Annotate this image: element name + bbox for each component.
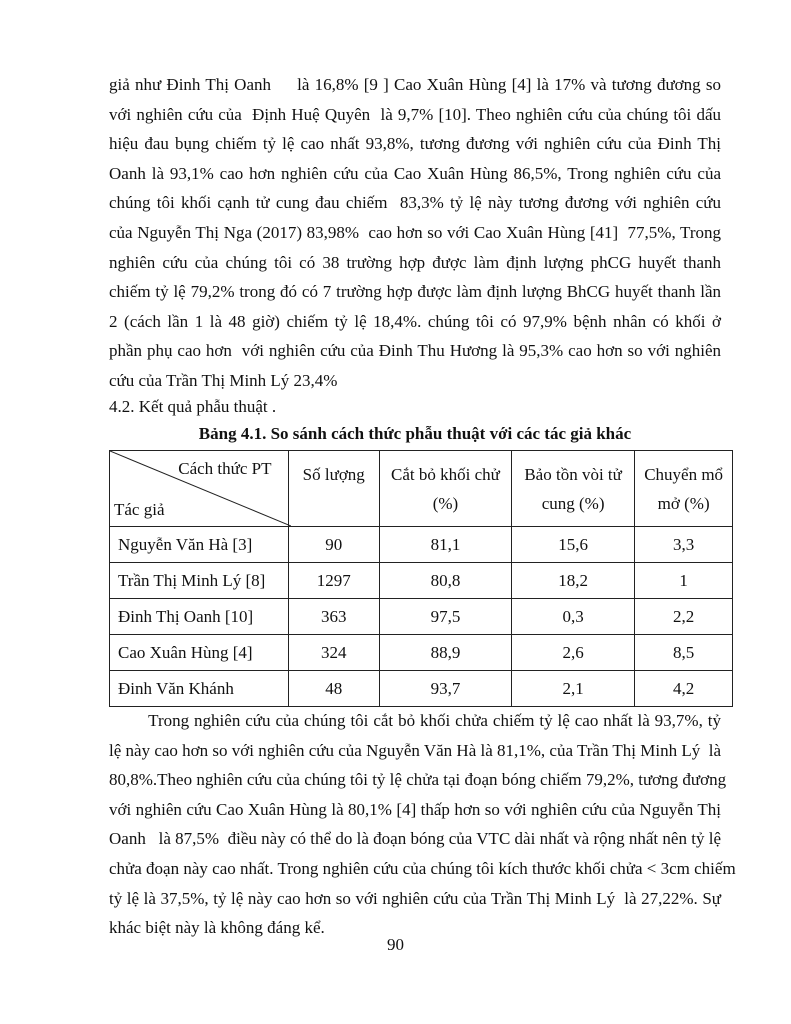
text-line: Oanh là 87,5% điều này có thể do là đoạn bóng của VTC dài nhất và rộng nhất nên tỷ lệ xyxy=(109,829,721,849)
text-line: khác biệt này là không đáng kể. xyxy=(109,918,325,938)
text-line: với nghiên cứu Cao Xuân Hùng là 80,1% [4] thấp hơn so với nghiên cứu của Nguyễn Thị xyxy=(109,799,721,819)
section-heading: 4.2. Kết quả phẫu thuật . xyxy=(109,397,277,416)
preservation-cell: 2,6 xyxy=(511,635,634,671)
paragraph-discussion-surgery xyxy=(109,706,736,943)
header-so-luong xyxy=(288,451,379,527)
header-bao-ton xyxy=(511,451,634,527)
comparison-table xyxy=(109,450,733,707)
table-header-row xyxy=(110,451,733,527)
paragraph-discussion-symptoms xyxy=(109,70,721,396)
text-line: hiệu đau bụng chiếm tỷ lệ cao nhất 93,8%, tương đương với nghiên cứu của Đinh Thị xyxy=(109,134,721,154)
header-line: cung (%) xyxy=(541,493,605,513)
text-line: chiếm tỷ lệ 79,2% trong đó có 7 trường hợp được làm định lượng BhCG huyết thanh lần xyxy=(109,282,721,302)
preservation-cell: 18,2 xyxy=(511,563,634,599)
table-row xyxy=(110,599,733,635)
author-cell: Đinh Văn Khánh xyxy=(110,671,289,707)
header-chuyen-mo xyxy=(635,451,733,527)
count-cell: 90 xyxy=(288,527,379,563)
conversion-cell: 4,2 xyxy=(635,671,733,707)
count-cell: 324 xyxy=(288,635,379,671)
text-line: nghiên cứu của chúng tôi có 38 trường hợp được làm định lượng phCG huyết thanh xyxy=(109,252,721,272)
page-number: 90 xyxy=(387,935,404,954)
table-row xyxy=(110,563,733,599)
removal-cell: 88,9 xyxy=(379,635,511,671)
text-line: với nghiên cứu của Định Huệ Quyên là 9,7% [10]. Theo nghiên cứu của chúng tôi dấu xyxy=(109,104,721,124)
header-line: mở (%) xyxy=(657,493,710,513)
text-line: chửa đoạn này cao nhất. Trong nghiên cứu của chúng tôi kích thước khối chửa < 3cm chiếm xyxy=(109,858,736,878)
header-cat-bo xyxy=(379,451,511,527)
corner-label-method: Cách thức PT xyxy=(178,459,272,478)
text-line: Trong nghiên cứu của chúng tôi cắt bỏ khối chửa chiếm tỷ lệ cao nhất là 93,7%, tỷ xyxy=(109,711,721,730)
author-cell: Đinh Thị Oanh [10] xyxy=(110,599,289,635)
text-line: phần phụ cao hơn với nghiên cứu của Đinh Thu Hương là 95,3% cao hơn so với nghiên xyxy=(109,341,721,361)
text-line: cứu của Trần Thị Minh Lý 23,4% xyxy=(109,370,338,390)
removal-cell: 97,5 xyxy=(379,599,511,635)
removal-cell: 93,7 xyxy=(379,671,511,707)
conversion-cell: 2,2 xyxy=(635,599,733,635)
text-line: của Nguyễn Thị Nga (2017) 83,98% cao hơn so với Cao Xuân Hùng [41] 77,5%, Trong xyxy=(109,222,721,242)
count-cell: 48 xyxy=(288,671,379,707)
header-line: Cắt bỏ khối chử xyxy=(391,464,500,484)
text-line: Oanh là 93,1% cao hơn nghiên cứu của Cao Xuân Hùng 86,5%, Trong nghiên cứu của xyxy=(109,163,721,183)
preservation-cell: 15,6 xyxy=(511,527,634,563)
author-cell: Cao Xuân Hùng [4] xyxy=(110,635,289,671)
header-line: Số lượng xyxy=(302,464,365,484)
table-row xyxy=(110,635,733,671)
removal-cell: 81,1 xyxy=(379,527,511,563)
text-line: 80,8%.Theo nghiên cứu của chúng tôi tỷ lệ chửa tại đoạn bóng chiếm 79,2%, tương đương xyxy=(109,770,727,790)
preservation-cell: 0,3 xyxy=(511,599,634,635)
conversion-cell: 1 xyxy=(635,563,733,599)
text-line: giả như Đinh Thị Oanh là 16,8% [9 ] Cao Xuân Hùng [4] là 17% và tương đương so xyxy=(109,75,721,94)
header-line: (%) xyxy=(432,493,459,513)
text-line: lệ này cao hơn so với nghiên cứu của Nguyễn Văn Hà là 81,1%, của Trần Thị Minh Lý là xyxy=(109,740,721,760)
header-line: Bảo tồn vòi tử xyxy=(524,464,622,484)
conversion-cell: 8,5 xyxy=(635,635,733,671)
author-cell: Nguyễn Văn Hà [3] xyxy=(110,527,289,563)
corner-header-cell xyxy=(110,451,289,527)
corner-label-author: Tác giả xyxy=(114,500,165,519)
count-cell: 363 xyxy=(288,599,379,635)
header-line: Chuyển mổ xyxy=(644,464,724,484)
text-line: chúng tôi khối cạnh tử cung đau chiếm 83,3% tỷ lệ này tương đương với nghiên cứu xyxy=(109,193,721,213)
table-row xyxy=(110,527,733,563)
text-line: 2 (cách lần 1 là 48 giờ) chiếm tỷ lệ 18,4%. chúng tôi có 97,9% bệnh nhân có khối ở xyxy=(109,311,721,331)
removal-cell: 80,8 xyxy=(379,563,511,599)
count-cell: 1297 xyxy=(288,563,379,599)
conversion-cell: 3,3 xyxy=(635,527,733,563)
author-cell: Trần Thị Minh Lý [8] xyxy=(110,563,289,599)
text-line: tỷ lệ là 37,5%, tỷ lệ này cao hơn so với nghiên cứu của Trần Thị Minh Lý là 27,22%. Sự xyxy=(109,888,721,908)
preservation-cell: 2,1 xyxy=(511,671,634,707)
table-row xyxy=(110,671,733,707)
table-caption: Bảng 4.1. So sánh cách thức phẫu thuật với các tác giả khác xyxy=(198,424,632,443)
